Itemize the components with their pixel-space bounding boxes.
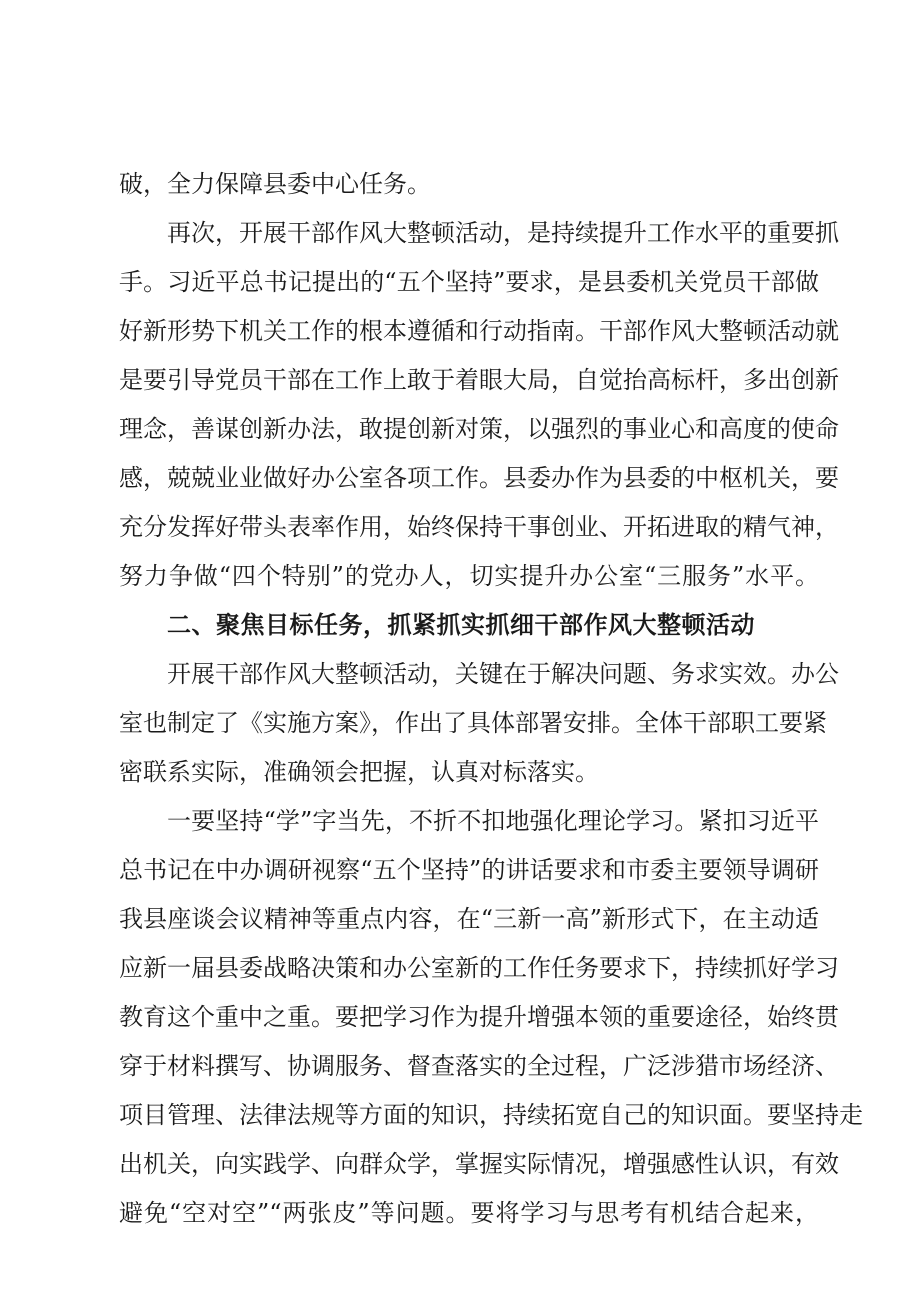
text-line: 理念，善谋创新办法，敢提创新对策，以强烈的事业心和高度的使命 bbox=[119, 415, 839, 443]
text-line: 密联系实际，准确领会把握，认真对标落实。 bbox=[119, 758, 599, 786]
text-line: 教育这个重中之重。要把学习作为提升增强本领的重要途径，始终贯 bbox=[119, 1003, 839, 1031]
text-line: 出机关，向实践学、向群众学，掌握实际情况，增强感性认识，有效 bbox=[119, 1150, 839, 1178]
text-line: 应新一届县委战略决策和办公室新的工作任务要求下，持续抓好学习 bbox=[119, 954, 839, 982]
text-line: 努力争做“四个特别”的党办人，切实提升办公室“三服务”水平。 bbox=[119, 562, 819, 590]
text-line: 破，全力保障县委中心任务。 bbox=[119, 170, 431, 198]
text-line: 我县座谈会议精神等重点内容，在“三新一高”新形式下，在主动适 bbox=[119, 905, 819, 933]
paragraph-first-line: 一要坚持“学”字当先，不折不扣地强化理论学习。紧扣习近平 bbox=[167, 807, 819, 835]
section-heading: 二、聚焦目标任务，抓紧抓实抓细干部作风大整顿活动 bbox=[167, 611, 755, 639]
paragraph-first-line: 再次，开展干部作风大整顿活动，是持续提升工作水平的重要抓 bbox=[167, 219, 839, 247]
text-line: 感，兢兢业业做好办公室各项工作。县委办作为县委的中枢机关，要 bbox=[119, 464, 839, 492]
text-line: 是要引导党员干部在工作上敢于着眼大局，自觉抬高标杆，多出创新 bbox=[119, 366, 839, 394]
text-line: 室也制定了《实施方案》，作出了具体部署安排。全体干部职工要紧 bbox=[119, 709, 827, 737]
paragraph-first-line: 开展干部作风大整顿活动，关键在于解决问题、务求实效。办公 bbox=[167, 660, 839, 688]
text-line: 避免“空对空”“两张皮”等问题。要将学习与思考有机结合起来， bbox=[119, 1199, 819, 1227]
text-line: 手。习近平总书记提出的“五个坚持”要求，是县委机关党员干部做 bbox=[119, 268, 819, 296]
text-line: 好新形势下机关工作的根本遵循和行动指南。干部作风大整顿活动就 bbox=[119, 317, 839, 345]
text-line: 穿于材料撰写、协调服务、督查落实的全过程，广泛涉猎市场经济、 bbox=[119, 1052, 839, 1080]
text-line: 总书记在中办调研视察“五个坚持”的讲话要求和市委主要领导调研 bbox=[119, 856, 819, 884]
text-line: 充分发挥好带头表率作用，始终保持干事创业、开拓进取的精气神， bbox=[119, 513, 839, 541]
text-line: 项目管理、法律法规等方面的知识，持续拓宽自己的知识面。要坚持走 bbox=[119, 1101, 863, 1129]
